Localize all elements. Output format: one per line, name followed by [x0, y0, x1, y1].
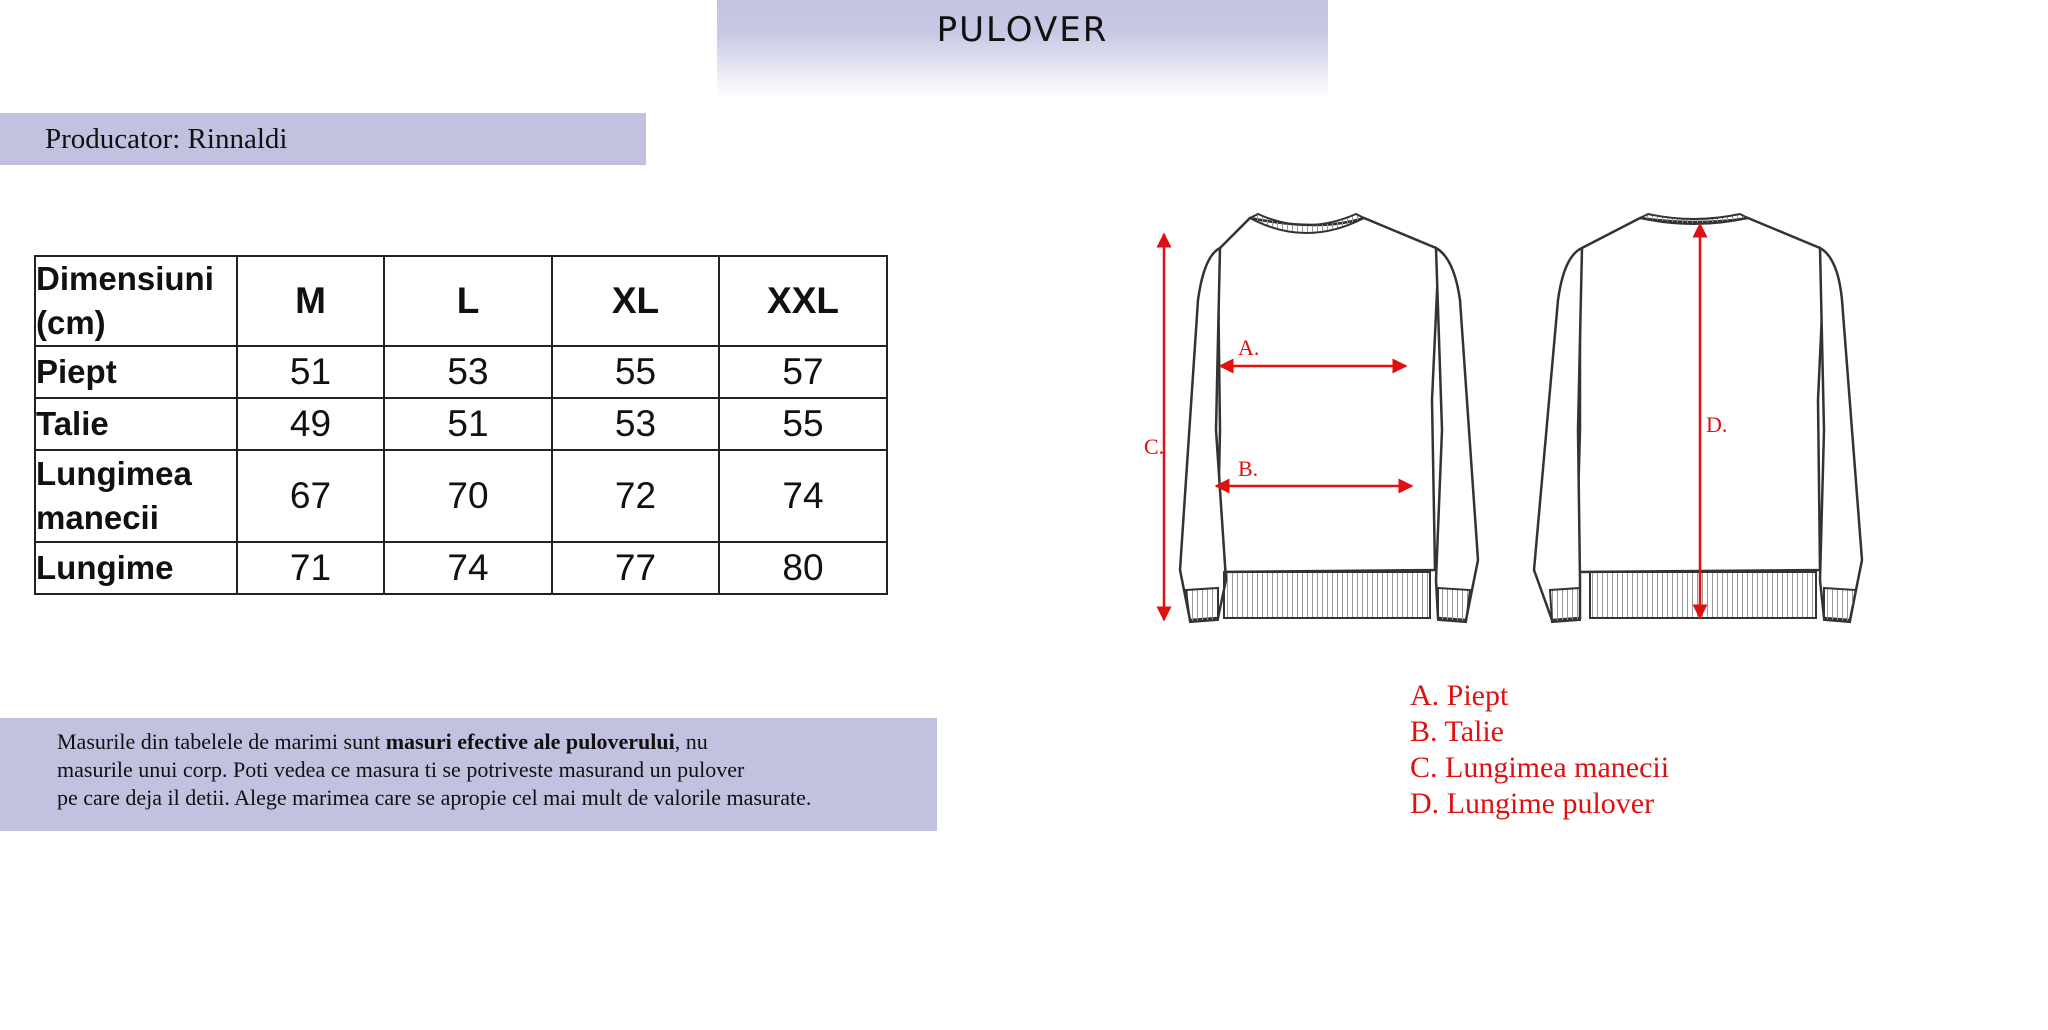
table-cell: 51	[384, 398, 552, 450]
table-header-label-line1: Dimensiuni	[36, 260, 214, 297]
table-cell: 80	[719, 542, 887, 594]
sweater-back-right-cuff	[1824, 588, 1856, 622]
size-header-m: M	[237, 256, 384, 346]
size-header-xl: XL	[552, 256, 719, 346]
note-bold: masuri efective ale puloverului	[385, 729, 675, 754]
sweater-front-waistband	[1224, 572, 1430, 618]
note-part-1: Masurile din tabelele de marimi sunt	[57, 729, 386, 754]
table-cell: 55	[719, 398, 887, 450]
sweater-back	[1534, 214, 1862, 622]
row-label-line1: Lungimea	[36, 455, 192, 492]
producer-banner	[0, 113, 646, 165]
measurement-legend	[1410, 678, 1669, 822]
sweater-measurement-diagram	[1120, 200, 1880, 640]
note-line-3: pe care deja il detii. Alege marimea care se apropie cel mai mult de valorile masurate.	[57, 785, 812, 810]
note-line-2: masurile unui corp. Poti vedea ce masura ti se potriveste masurand un pulover	[57, 757, 745, 782]
size-table	[34, 255, 888, 595]
table-cell: 55	[552, 346, 719, 398]
row-label	[35, 542, 237, 594]
row-label	[35, 450, 237, 542]
measurement-note-text	[57, 728, 927, 812]
sweater-front	[1180, 214, 1478, 622]
label-b: B.	[1238, 456, 1259, 481]
table-row	[35, 398, 887, 450]
note-line-1	[57, 728, 927, 756]
row-label	[35, 398, 237, 450]
table-header-label-line2: (cm)	[36, 304, 106, 341]
table-header-row	[35, 256, 887, 346]
sweater-front-left-cuff	[1186, 588, 1218, 622]
table-row	[35, 450, 887, 542]
table-cell: 74	[384, 542, 552, 594]
table-cell: 53	[384, 346, 552, 398]
sweater-front-right-cuff	[1438, 588, 1470, 622]
legend-item-a: A. Piept	[1410, 679, 1509, 712]
table-row	[35, 346, 887, 398]
table-cell: 49	[237, 398, 384, 450]
size-header-l: L	[384, 256, 552, 346]
table-row	[35, 542, 887, 594]
table-cell: 77	[552, 542, 719, 594]
legend-item-b: B. Talie	[1410, 715, 1504, 748]
sweater-back-left-cuff	[1550, 588, 1580, 622]
size-header-xxl: XXL	[719, 256, 887, 346]
table-header-label	[35, 256, 237, 346]
label-d: D.	[1706, 412, 1728, 437]
table-cell: 74	[719, 450, 887, 542]
sweater-back-right-sleeve	[1820, 248, 1862, 620]
table-cell: 70	[384, 450, 552, 542]
sweater-back-left-sleeve	[1534, 248, 1582, 620]
measurement-note	[0, 718, 937, 831]
producer-label: Producator: Rinnaldi	[45, 123, 288, 155]
legend-item-c: C. Lungimea manecii	[1410, 751, 1670, 784]
sweater-front-body	[1216, 218, 1439, 572]
row-label-line1: Talie	[36, 405, 109, 442]
legend-item-d: D. Lungime pulover	[1410, 787, 1655, 820]
title-banner	[717, 0, 1328, 98]
row-label-line1: Piept	[36, 353, 117, 390]
label-a: A.	[1238, 335, 1260, 360]
row-label-line2: manecii	[36, 499, 159, 536]
table-cell: 53	[552, 398, 719, 450]
table-cell: 71	[237, 542, 384, 594]
label-c: C.	[1144, 434, 1165, 459]
row-label	[35, 346, 237, 398]
note-part-2: , nu	[674, 729, 708, 754]
table-cell: 67	[237, 450, 384, 542]
table-cell: 51	[237, 346, 384, 398]
row-label-line1: Lungime	[36, 549, 174, 586]
sweater-front-right-sleeve	[1436, 248, 1478, 620]
table-cell: 72	[552, 450, 719, 542]
sweater-back-waistband	[1590, 572, 1816, 618]
table-cell: 57	[719, 346, 887, 398]
page-title: PULOVER	[936, 10, 1109, 50]
